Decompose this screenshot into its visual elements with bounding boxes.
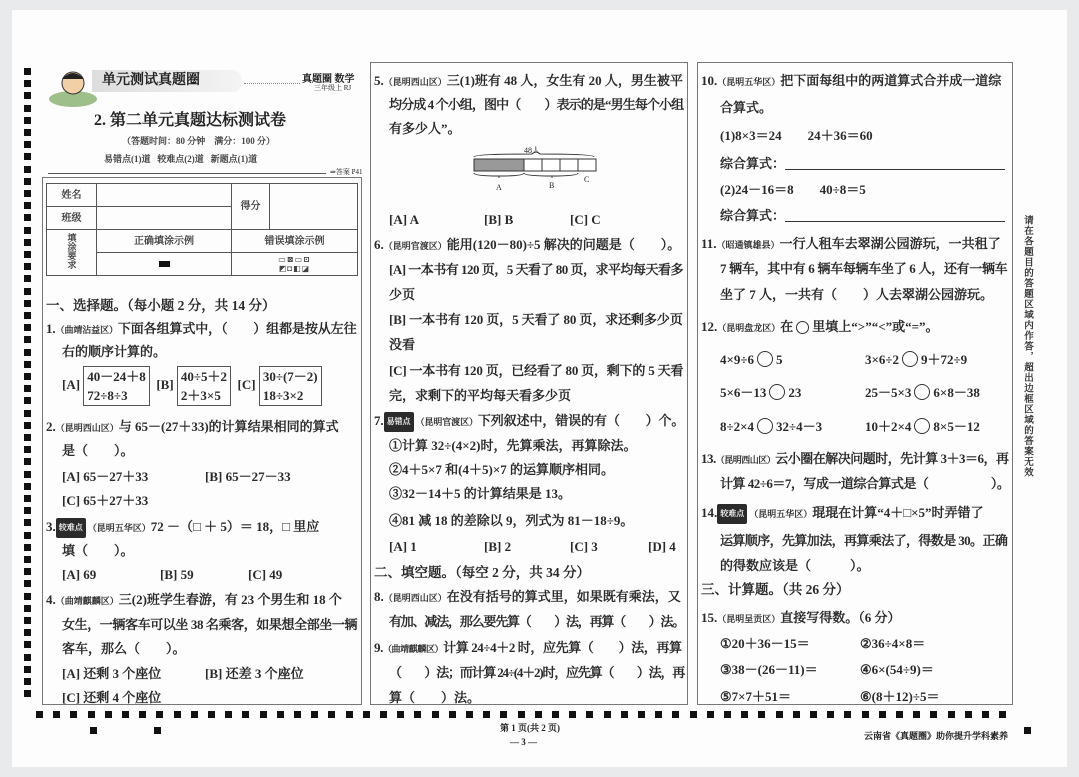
q9-line: 算（ ）法。: [389, 690, 481, 705]
marker-square: [965, 711, 972, 718]
marker-square: [191, 711, 198, 718]
marker-square: [24, 556, 31, 563]
section-fill: 二、填空题。（每空 2 分，共 34 分）: [374, 565, 590, 580]
marker-square: [982, 711, 989, 718]
q9-line: （ ）法；而计算 24÷(4＋2)时，应先算（ ）法，再: [389, 665, 685, 680]
q13: 13.（昆明西山区）云小圈在解决问题时，先计算 3＋3＝6，再: [701, 451, 1009, 466]
q1-line: 右的顺序计算的。: [62, 344, 167, 359]
marker-square: [586, 711, 593, 718]
marker-square: [90, 727, 97, 734]
statement: ③32－14＋5 的计算结果是 13。: [389, 486, 572, 501]
marker-square: [707, 711, 714, 718]
option-b[interactable]: [B]: [156, 376, 174, 392]
marker-square: [36, 711, 43, 718]
marker-square: [24, 422, 31, 429]
marker-square: [879, 711, 886, 718]
marker-square: [24, 385, 31, 392]
marker-square: [24, 544, 31, 551]
side-note: 请在各题目的答题区域内作答，超出边框区域的答案无效: [1022, 215, 1032, 478]
marker-square: [156, 711, 163, 718]
marker-square: [24, 336, 31, 343]
q4: 4.（曲靖麒麟区）三(2)班学生春游，有 23 个男生和 18 个: [46, 592, 342, 607]
name-label: 姓名: [47, 184, 97, 207]
q8-line: 有加、减法，那么要先算（ ）法，再算（ ）法。: [389, 614, 685, 629]
q5-line: 均分成 4 个小组，图中（ ）表示的是“男生每个小组: [389, 97, 684, 112]
compare-item: 8÷2×4 32÷4－3: [720, 419, 823, 434]
marker-square: [604, 711, 611, 718]
q10-line: 合算式。: [720, 100, 773, 115]
correct-mark: [97, 253, 232, 276]
q1-options: [A] 40－24＋8 72÷8÷3 [B] 40÷5＋2 2＋3×5 [C] 30÷(7－2) 18÷3×2: [62, 366, 322, 406]
option-b-cont: 没看: [389, 337, 416, 352]
option-a-cont: 少页: [389, 287, 416, 302]
option-c[interactable]: [C] 一本书有 120 页，已经看了 80 页，剩下的 5 天看: [389, 363, 684, 378]
q11: 11.（昭通镇雄县）一行人租车去翠湖公园游玩，一共租了: [701, 236, 1001, 251]
option-d[interactable]: [D] 4: [648, 539, 676, 554]
marker-square: [552, 711, 559, 718]
marker-square: [24, 105, 31, 112]
marker-square: [24, 190, 31, 197]
q10-group: (2)24－16＝8 40÷8＝5: [720, 182, 866, 197]
marker-square: [24, 92, 31, 99]
banner-dots: [244, 83, 300, 84]
statement: ①计算 32÷(4×2)时，先算乘法，再算除法。: [389, 438, 637, 453]
marker-square: [24, 361, 31, 368]
answer-line[interactable]: 综合算式：: [720, 207, 1005, 225]
marker-square: [24, 68, 31, 75]
marker-square: [24, 324, 31, 331]
diagram-label: A: [496, 183, 502, 192]
diagram-label: B: [549, 181, 555, 190]
marker-square: [483, 711, 490, 718]
q11-line: 坐了 7 人，一共有（ ）人去翠湖公园游玩。: [720, 287, 994, 302]
marker-square: [844, 711, 851, 718]
option-c[interactable]: [C] C: [570, 212, 601, 227]
marker-square: [776, 711, 783, 718]
marker-square: [53, 711, 60, 718]
grade: 三年级上 RJ: [314, 84, 352, 92]
option-b[interactable]: [B] 还差 3 个座位: [205, 666, 304, 681]
option-b[interactable]: [B] 65－27－33: [205, 469, 291, 484]
q7: 7. 易错点 （昆明官渡区）下列叙述中，错误的有（ ）个。: [374, 412, 684, 432]
q14-line: 的得数应该是（ ）。: [720, 558, 870, 573]
q10: 10.（昆明五华区）把下面每组中的两道算式合并成一道综: [701, 73, 1002, 88]
marker-square: [930, 711, 937, 718]
q9: 9.（曲靖麒麟区）计算 24÷4＋2 时，应先算（ ）法，再算: [374, 640, 682, 655]
marker-square: [380, 711, 387, 718]
q13-line: 计算 42÷6＝7，写成一道综合算式是（ ）。: [720, 476, 1010, 491]
q4-line: 客车，那么（ ）。: [62, 641, 186, 656]
marker-square: [105, 711, 112, 718]
wrong-example-label: 错误填涂示例: [232, 230, 358, 253]
marker-square: [24, 434, 31, 441]
marker-square: [70, 711, 77, 718]
marker-square: [810, 711, 817, 718]
marker-square: [122, 711, 129, 718]
option-a[interactable]: [A] 一本书有 120 页，5 天看了 80 页，求平均每天看多: [389, 262, 684, 277]
marker-square: [24, 532, 31, 539]
q5-line: 有多少人”。: [389, 121, 461, 136]
statement: ②4＋5×7 和(4＋5)×7 的运算顺序相同。: [389, 462, 614, 477]
option-b[interactable]: [B] 59: [160, 567, 194, 582]
marker-square: [311, 711, 318, 718]
marker-square: [24, 251, 31, 258]
answer-ref: ⇒答案 P41: [330, 168, 363, 176]
marker-square: [24, 288, 31, 295]
marker-square: [24, 519, 31, 526]
score-field[interactable]: [270, 184, 358, 230]
marker-square: [862, 711, 869, 718]
statement: ④81 减 18 的差除以 9，列式为 81－18÷9。: [389, 513, 634, 528]
q2-line: 是（ ）。: [62, 443, 134, 458]
compare-item: 3×6÷2 9＋72÷9: [865, 352, 968, 367]
marker-square: [397, 711, 404, 718]
marker-square: [24, 178, 31, 185]
option-b[interactable]: [B] B: [484, 212, 514, 227]
option-a[interactable]: [A] 还剩 3 个座位: [62, 666, 162, 681]
option-a[interactable]: [A] A: [389, 212, 419, 227]
marker-square: [260, 711, 267, 718]
option-b[interactable]: [B] 2: [484, 539, 512, 554]
answer-circle[interactable]: [902, 351, 918, 367]
calc-item: ⑤7×7＋51＝: [720, 689, 792, 704]
marker-square: [24, 678, 31, 685]
class-field[interactable]: [97, 207, 232, 230]
marker-square: [621, 711, 628, 718]
marker-square: [913, 711, 920, 718]
marker-square: [24, 580, 31, 587]
marker-square: [24, 312, 31, 319]
q10-group: (1)8×3＝24 24＋36＝60: [720, 128, 873, 143]
marker-square: [24, 690, 31, 697]
q12: 12.（昆明盘龙区）在 里填上“>”“<”或“=”。: [701, 319, 939, 334]
marker-square: [24, 593, 31, 600]
option-c[interactable]: [C] 65＋27＋33: [62, 493, 149, 508]
marker-square: [24, 483, 31, 490]
answer-circle[interactable]: [757, 418, 773, 434]
section-calc: 三、计算题。（共 26 分）: [701, 582, 850, 597]
q5: 5.（昆明西山区）三(1)班有 48 人，女生有 20 人，男生被平: [374, 73, 683, 88]
marker-square: [24, 166, 31, 173]
marker-square: [741, 711, 748, 718]
option-a[interactable]: [A]: [62, 376, 81, 392]
marker-square: [24, 300, 31, 307]
page-title: 2. 第二单元真题达标测试卷: [94, 112, 287, 129]
marker-square: [174, 711, 181, 718]
marker-square: [88, 711, 95, 718]
marker-square: [518, 711, 525, 718]
option-c[interactable]: [C]: [237, 376, 256, 392]
marker-square: [535, 711, 542, 718]
q6: 6.（昆明官渡区）能用(120－80)÷5 解决的问题是（ ）。: [374, 237, 681, 252]
option-a[interactable]: [A] 69: [62, 567, 97, 582]
name-field[interactable]: [97, 184, 232, 207]
marker-square: [758, 711, 765, 718]
marker-square: [24, 117, 31, 124]
bar-diagram: [472, 145, 602, 200]
answer-circle[interactable]: [757, 351, 773, 367]
marker-square: [346, 711, 353, 718]
option-c[interactable]: [C] 3: [570, 539, 598, 554]
compare-item: 5×6－13 23: [720, 385, 802, 400]
marker-square: [569, 711, 576, 718]
marker-square: [24, 471, 31, 478]
exam-page: [12, 10, 1067, 767]
fill-req-label: 填涂要求: [47, 230, 97, 276]
q11-line: 7 辆车，其中有 6 辆车每辆车坐了 6 人，还有一辆车: [720, 261, 1008, 276]
option-c-cont: 完，求剩下的平均每天看多少页: [389, 388, 572, 403]
compare-item: 25－5×3 6×8－38: [865, 385, 980, 400]
marker-square: [24, 568, 31, 575]
option-c[interactable]: [C] 49: [248, 567, 283, 582]
answer-circle[interactable]: [914, 418, 930, 434]
option-c[interactable]: [C] 还剩 4 个座位: [62, 690, 162, 705]
q4-line: 女生，一辆客车可以坐 38 名乘客，如果想全部坐一辆: [62, 617, 358, 632]
q1: 1.（曲靖沾益区）下面各组算式中，（ ）组都是按从左往: [46, 321, 357, 336]
page-indicator: 第 1 页(共 2 页): [500, 723, 560, 733]
marker-square: [24, 495, 31, 502]
q14-line: 运算顺序，先算加法，再算乘法了，得数是 30。正确: [720, 533, 1008, 548]
marker-square: [24, 202, 31, 209]
section-choice: 一、选择题。（每小题 2 分，共 14 分）: [46, 298, 276, 313]
marker-square: [827, 711, 834, 718]
marker-square: [277, 711, 284, 718]
q15: 15.（昆明呈贡区）直接写得数。（6 分）: [701, 610, 901, 625]
marker-square: [328, 711, 335, 718]
marker-square: [208, 711, 215, 718]
marker-square: [24, 80, 31, 87]
info-table: [46, 183, 358, 276]
q14: 14. 较难点 （昆明五华区）琨琨在计算“4＋□×5”时弄错了: [701, 504, 984, 524]
marker-square: [24, 214, 31, 221]
q2: 2.（昆明西山区）与 65－(27＋33)的计算结果相同的算式: [46, 419, 339, 434]
marker-square: [724, 711, 731, 718]
calc-item: ②36÷4×8＝: [860, 636, 926, 651]
marker-square: [24, 373, 31, 380]
marker-square: [690, 711, 697, 718]
banner: 单元测试真题圈: [92, 70, 242, 92]
calc-item: ③38－(26－11)＝: [720, 662, 818, 677]
marker-square: [999, 711, 1006, 718]
marker-square: [24, 349, 31, 356]
class-label: 班级: [47, 207, 97, 230]
diagram-total: 48人: [524, 146, 540, 155]
marker-square: [225, 711, 232, 718]
marker-square: [896, 711, 903, 718]
marker-square: [363, 711, 370, 718]
marker-square: [242, 711, 249, 718]
calc-item: ④6×(54÷9)＝: [860, 662, 934, 677]
marker-square: [24, 617, 31, 624]
marker-square: [500, 711, 507, 718]
marker-square: [24, 446, 31, 453]
calc-item: ⑥(8＋12)÷5＝: [860, 689, 940, 704]
score-label: 得分: [232, 184, 270, 230]
marker-square: [24, 263, 31, 270]
marker-square: [414, 711, 421, 718]
compare-item: 4×9÷6 5: [720, 352, 783, 367]
option-a[interactable]: [A] 1: [389, 539, 417, 554]
marker-square: [466, 711, 473, 718]
q3-line: 填（ ）。: [62, 543, 134, 558]
marker-square: [24, 629, 31, 636]
marker-square: [154, 727, 161, 734]
marker-square: [24, 141, 31, 148]
brand: 真题圈 数学: [302, 74, 355, 85]
wrong-marks: ▭⊠▭⊡ ◩◘◧◪: [232, 253, 358, 276]
exam-meta: （答题时间：80 分钟 满分：100 分）: [122, 136, 276, 146]
marker-square: [1024, 727, 1031, 734]
slogan: 云南省《真题圈》助你提升学科素养: [864, 731, 1009, 741]
marker-square: [24, 239, 31, 246]
option-b[interactable]: [B] 一本书有 120 页，5 天看了 80 页，求还剩多少页: [389, 312, 683, 327]
q8: 8.（昆明西山区）在没有括号的算式里，如果既有乘法，又: [374, 589, 681, 604]
answer-circle[interactable]: [914, 384, 930, 400]
marker-square: [24, 654, 31, 661]
marker-square: [24, 605, 31, 612]
option-a[interactable]: [A] 65－27＋33: [62, 469, 149, 484]
marker-square: [655, 711, 662, 718]
circle-icon: [796, 321, 809, 334]
marker-square: [793, 711, 800, 718]
calc-item: ①20＋36－15＝: [720, 636, 810, 651]
answer-line[interactable]: 综合算式：: [720, 155, 1005, 173]
marker-square: [24, 507, 31, 514]
marker-square: [24, 410, 31, 417]
marker-square: [24, 227, 31, 234]
divider: [48, 173, 326, 174]
marker-square: [24, 129, 31, 136]
point-tags: 易错点(1)道 较难点(2)道 新题点(1)道: [104, 154, 258, 164]
page-number: — 3 —: [510, 737, 537, 747]
compare-item: 10＋2×4 8×5－12: [865, 419, 980, 434]
marker-square: [139, 711, 146, 718]
marker-square: [672, 711, 679, 718]
marker-square: [24, 666, 31, 673]
marker-square: [24, 153, 31, 160]
marker-square: [432, 711, 439, 718]
marker-square: [638, 711, 645, 718]
answer-circle[interactable]: [769, 384, 785, 400]
diagram-label: C: [584, 175, 590, 184]
marker-square: [948, 711, 955, 718]
marker-square: [24, 275, 31, 282]
marker-square: [449, 711, 456, 718]
marker-square: [24, 641, 31, 648]
marker-square: [24, 397, 31, 404]
marker-square: [24, 458, 31, 465]
correct-example-label: 正确填涂示例: [97, 230, 232, 253]
q3: 3. 较难点 （昆明五华区）72 －（□ ＋ 5）＝ 18，□ 里应: [46, 518, 319, 538]
marker-square: [294, 711, 301, 718]
